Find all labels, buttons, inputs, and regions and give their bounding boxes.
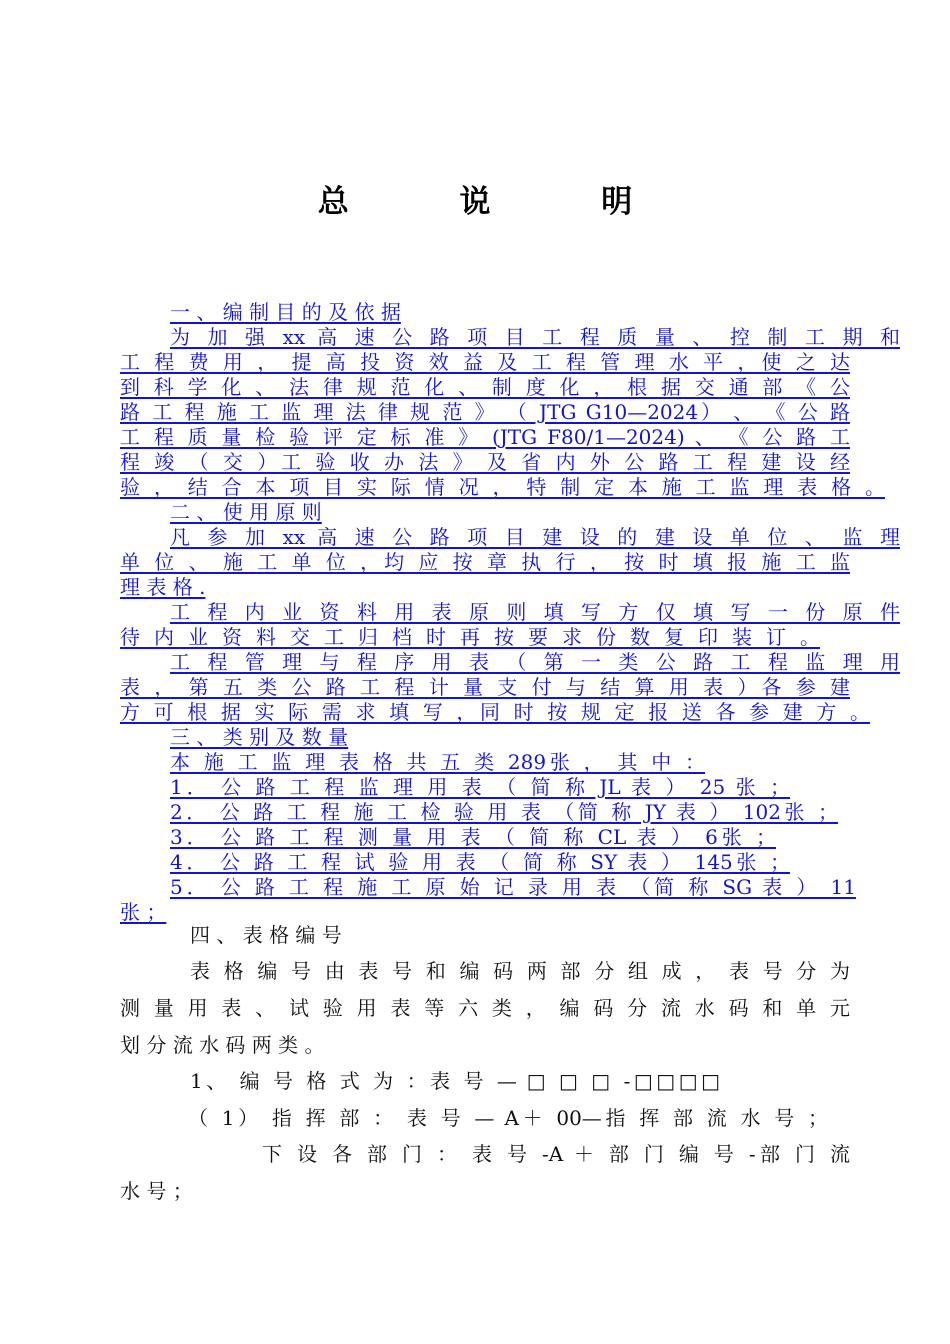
paragraph-text: 到 科 学 化 、 法 律 规 范 化 、 制 度 化 ， 根 据 交 通 部 《 公 <box>120 375 850 399</box>
list-item <box>170 775 790 799</box>
paragraph-line <box>190 958 850 984</box>
paragraph-text: 测 量 用 表 、 试 验 用 表 等 六 类 ， 编 码 分 流 水 码 和 单 元 <box>120 996 850 1020</box>
paragraph-line <box>120 550 850 574</box>
paragraph-text: 程 竣 （ 交 ）工 验 收 办 法 》 及 省 内 外 公 路 工 程 建 设 经 <box>120 450 850 474</box>
paragraph-line <box>188 1105 828 1131</box>
paragraph-text: 表 格 编 号 由 表 号 和 编 码 两 部 分 组 成 ， 表 号 分 为 <box>190 959 850 983</box>
section-heading-4: 四 、 表 格 编 号 <box>190 923 342 947</box>
paragraph-text: （ 1） 指 挥 部 ： 表 号 — A＋ 00—指 挥 部 流 水 号 ； <box>188 1106 828 1130</box>
list-item-text: 5． 公 路 工 程 施 工 原 始 记 录 用 表 （简 称 SG 表 ） 11 <box>170 875 856 899</box>
paragraph-text: 本 施 工 监 理 表 格 共 五 类 289张 ， 其 中 ： <box>170 750 705 774</box>
paragraph-line <box>120 450 850 474</box>
paragraph-line: 理 表 格 . <box>120 575 206 599</box>
paragraph-text: 为 加 强 xx 高 速 公 路 项 目 工 程 质 量 、 控 制 工 期 和 <box>170 325 900 349</box>
paragraph-line: 水 号 ； <box>120 1179 193 1203</box>
paragraph-text: 表 ， 第 五 类 公 路 工 程 计 量 支 付 与 结 算 用 表 ）各 参 建 <box>120 675 850 699</box>
list-item-text: 2． 公 路 工 程 施 工 检 验 用 表 （简 称 JY 表 ） 102张 ； <box>170 800 838 824</box>
list-item-text: 张 ； <box>120 900 167 924</box>
paragraph-line <box>120 625 820 649</box>
section-heading-3: 三 、 类 别 及 数 量 <box>170 725 349 749</box>
paragraph-line <box>120 475 885 499</box>
paragraph-text: 1、 编 号 格 式 为 ：表 号 — □ □ □ -□□□□ <box>190 1069 720 1093</box>
section-heading-2: 二 、 使 用 原 则 <box>170 500 322 524</box>
paragraph-line <box>120 375 850 399</box>
paragraph-line <box>262 1141 850 1167</box>
paragraph-line <box>120 675 850 699</box>
list-item <box>170 875 856 899</box>
list-item <box>170 825 776 849</box>
section-heading-1: 一 、 编 制 目 的 及 依 据 <box>170 300 401 324</box>
list-item-text: 4． 公 路 工 程 试 验 用 表 （ 简 称 SY 表 ） 145张 ； <box>170 850 790 874</box>
paragraph-text: 工 程 内 业 资 料 用 表 原 则 填 写 方 仅 填 写 一 份 原 件 <box>170 600 900 624</box>
paragraph-text: 工 程 费 用 ， 提 高 投 资 效 益 及 工 程 管 理 水 平 ，使 之 达 <box>120 350 850 374</box>
paragraph-text: 单 位 、 施 工 单 位 ，均 应 按 章 执 行 ， 按 时 填 报 施 工 监 <box>120 550 850 574</box>
paragraph-line <box>120 700 870 724</box>
paragraph-line <box>120 995 850 1021</box>
paragraph-text: 待 内 业 资 料 交 工 归 档 时 再 按 要 求 份 数 复 印 装 订 。 <box>120 625 820 649</box>
paragraph-text: 凡 参 加 xx 高 速 公 路 项 目 建 设 的 建 设 单 位 、 监 理 <box>170 525 900 549</box>
paragraph-line <box>170 525 900 549</box>
paragraph-line <box>170 325 900 349</box>
list-item-text: 1． 公 路 工 程 监 理 用 表 （ 简 称 JL 表 ） 25 张 ； <box>170 775 790 799</box>
paragraph-text: 工 程 质 量 检 验 评 定 标 准 》 (JTG F80/1—2024) 、 《 公 路 工 <box>120 425 850 449</box>
paragraph-line <box>120 425 850 449</box>
paragraph-text: 下 设 各 部 门 ： 表 号 -A ＋ 部 门 编 号 -部 门 流 <box>262 1142 850 1166</box>
paragraph-line <box>170 750 705 774</box>
list-item <box>120 900 220 924</box>
paragraph-line <box>170 650 900 674</box>
paragraph-line <box>120 350 850 374</box>
paragraph-line <box>120 400 850 424</box>
paragraph-line <box>170 600 900 624</box>
paragraph-text: 方 可 根 据 实 际 需 求 填 写 ，同 时 按 规 定 报 送 各 参 建 方 。 <box>120 700 870 724</box>
paragraph-text: 验 ， 结 合 本 项 目 实 际 情 况 ， 特 制 定 本 施 工 监 理 表 格 。 <box>120 475 885 499</box>
list-item <box>170 800 838 824</box>
paragraph-line <box>190 1068 720 1094</box>
list-item-text: 3． 公 路 工 程 测 量 用 表 （ 简 称 CL 表 ） 6张 ； <box>170 825 776 849</box>
page-title: 总 说 明 <box>317 184 683 220</box>
paragraph-line: 划 分 流 水 码 两 类 。 <box>120 1033 325 1057</box>
paragraph-text: 路 工 程 施 工 监 理 法 律 规 范 》 （ JTG G10—2024） 、 《 公 路 <box>120 400 850 424</box>
list-item <box>170 850 790 874</box>
paragraph-text: 工 程 管 理 与 程 序 用 表 （ 第 一 类 公 路 工 程 监 理 用 <box>170 650 900 674</box>
